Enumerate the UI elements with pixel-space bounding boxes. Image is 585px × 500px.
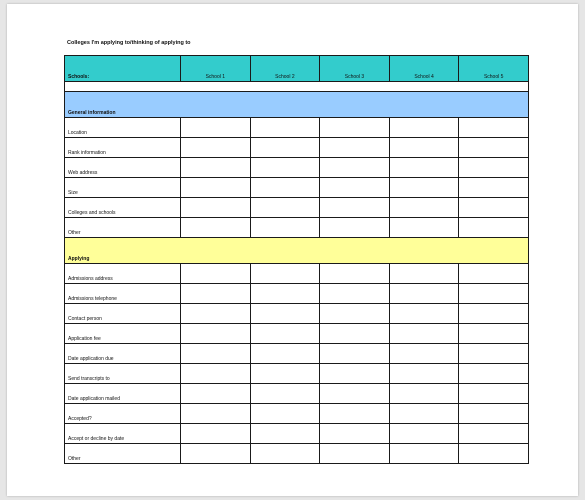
school-4-cell[interactable]	[389, 404, 459, 424]
school-3-cell[interactable]	[320, 304, 390, 324]
row-label: Other	[65, 444, 181, 464]
row-label: Send transcripts to	[65, 364, 181, 384]
school-2-cell[interactable]	[250, 118, 320, 138]
spreadsheet-page	[7, 4, 578, 496]
school-3-cell[interactable]	[320, 324, 390, 344]
school-4-cell[interactable]	[389, 158, 459, 178]
row-label: Date application due	[65, 344, 181, 364]
school-3-cell[interactable]	[320, 198, 390, 218]
school-3-cell[interactable]	[320, 158, 390, 178]
school-4-header[interactable]: School 4	[389, 56, 459, 82]
school-2-cell[interactable]	[250, 344, 320, 364]
school-2-cell[interactable]	[250, 304, 320, 324]
school-2-cell[interactable]	[250, 284, 320, 304]
row-label: Colleges and schools	[65, 198, 181, 218]
school-1-cell[interactable]	[181, 118, 251, 138]
school-4-cell[interactable]	[389, 138, 459, 158]
school-1-cell[interactable]	[181, 138, 251, 158]
school-5-cell[interactable]	[459, 364, 529, 384]
school-2-cell[interactable]	[250, 218, 320, 238]
school-5-cell[interactable]	[459, 138, 529, 158]
section-general-title: General information	[65, 92, 529, 118]
table-row	[65, 344, 529, 364]
school-4-cell[interactable]	[389, 444, 459, 464]
school-3-cell[interactable]	[320, 444, 390, 464]
table-row	[65, 284, 529, 304]
school-5-cell[interactable]	[459, 178, 529, 198]
school-3-cell[interactable]	[320, 364, 390, 384]
school-2-cell[interactable]	[250, 138, 320, 158]
sheet-title: Colleges I'm applying to/thinking of applying to	[67, 40, 191, 46]
row-label: Rank information	[65, 138, 181, 158]
row-label: Accept or decline by date	[65, 424, 181, 444]
school-4-cell[interactable]	[389, 304, 459, 324]
spacer-row	[65, 82, 529, 92]
school-3-cell[interactable]	[320, 384, 390, 404]
school-5-cell[interactable]	[459, 284, 529, 304]
school-3-header[interactable]: School 3	[320, 56, 390, 82]
table-row	[65, 304, 529, 324]
row-label: Size	[65, 178, 181, 198]
school-4-cell[interactable]	[389, 424, 459, 444]
table-row	[65, 118, 529, 138]
school-5-cell[interactable]	[459, 444, 529, 464]
school-1-header[interactable]: School 1	[181, 56, 251, 82]
school-4-cell[interactable]	[389, 118, 459, 138]
header-row	[65, 56, 529, 82]
college-tracker-table	[64, 55, 529, 464]
school-2-cell[interactable]	[250, 264, 320, 284]
school-5-cell[interactable]	[459, 324, 529, 344]
school-4-cell[interactable]	[389, 344, 459, 364]
school-5-cell[interactable]	[459, 304, 529, 324]
section-applying-title: Applying	[65, 238, 529, 264]
row-label: Date application mailed	[65, 384, 181, 404]
school-4-cell[interactable]	[389, 364, 459, 384]
school-2-cell[interactable]	[250, 158, 320, 178]
school-4-cell[interactable]	[389, 324, 459, 344]
section-applying-row	[65, 238, 529, 264]
school-1-cell[interactable]	[181, 218, 251, 238]
table-row	[65, 138, 529, 158]
table-row	[65, 404, 529, 424]
school-1-cell[interactable]	[181, 384, 251, 404]
school-1-cell[interactable]	[181, 364, 251, 384]
school-1-cell[interactable]	[181, 344, 251, 364]
table-row	[65, 158, 529, 178]
school-1-cell[interactable]	[181, 178, 251, 198]
table-row	[65, 218, 529, 238]
table-row	[65, 424, 529, 444]
school-5-cell[interactable]	[459, 404, 529, 424]
school-5-header[interactable]: School 5	[459, 56, 529, 82]
table-row	[65, 324, 529, 344]
school-3-cell[interactable]	[320, 344, 390, 364]
school-5-cell[interactable]	[459, 198, 529, 218]
school-1-cell[interactable]	[181, 444, 251, 464]
table-row	[65, 264, 529, 284]
school-3-cell[interactable]	[320, 178, 390, 198]
school-2-cell[interactable]	[250, 424, 320, 444]
school-1-cell[interactable]	[181, 264, 251, 284]
row-label: Other	[65, 218, 181, 238]
school-5-cell[interactable]	[459, 218, 529, 238]
school-3-cell[interactable]	[320, 264, 390, 284]
school-3-cell[interactable]	[320, 118, 390, 138]
school-5-cell[interactable]	[459, 158, 529, 178]
school-4-cell[interactable]	[389, 218, 459, 238]
school-4-cell[interactable]	[389, 264, 459, 284]
school-2-cell[interactable]	[250, 198, 320, 218]
school-2-cell[interactable]	[250, 404, 320, 424]
school-3-cell[interactable]	[320, 424, 390, 444]
row-label: Admissions address	[65, 264, 181, 284]
table-row	[65, 198, 529, 218]
school-5-cell[interactable]	[459, 118, 529, 138]
school-5-cell[interactable]	[459, 264, 529, 284]
school-2-cell[interactable]	[250, 384, 320, 404]
table-row	[65, 384, 529, 404]
school-2-cell[interactable]	[250, 364, 320, 384]
school-5-cell[interactable]	[459, 424, 529, 444]
school-1-cell[interactable]	[181, 304, 251, 324]
school-4-cell[interactable]	[389, 284, 459, 304]
row-label: Admissions telephone	[65, 284, 181, 304]
spacer-cell	[65, 82, 529, 92]
school-1-cell[interactable]	[181, 284, 251, 304]
row-label: Accepted?	[65, 404, 181, 424]
school-3-cell[interactable]	[320, 218, 390, 238]
school-1-cell[interactable]	[181, 158, 251, 178]
school-2-cell[interactable]	[250, 324, 320, 344]
school-4-cell[interactable]	[389, 198, 459, 218]
school-3-cell[interactable]	[320, 404, 390, 424]
school-1-cell[interactable]	[181, 424, 251, 444]
school-1-cell[interactable]	[181, 404, 251, 424]
row-label: Location	[65, 118, 181, 138]
row-label: Application fee	[65, 324, 181, 344]
school-3-cell[interactable]	[320, 284, 390, 304]
school-2-header[interactable]: School 2	[250, 56, 320, 82]
row-label: Web address	[65, 158, 181, 178]
section-general-row	[65, 92, 529, 118]
school-1-cell[interactable]	[181, 198, 251, 218]
table-row	[65, 178, 529, 198]
school-5-cell[interactable]	[459, 384, 529, 404]
school-3-cell[interactable]	[320, 138, 390, 158]
schools-label: Schools:	[65, 56, 181, 82]
school-2-cell[interactable]	[250, 178, 320, 198]
school-1-cell[interactable]	[181, 324, 251, 344]
table-row	[65, 444, 529, 464]
school-5-cell[interactable]	[459, 344, 529, 364]
school-4-cell[interactable]	[389, 178, 459, 198]
table-row	[65, 364, 529, 384]
school-4-cell[interactable]	[389, 384, 459, 404]
school-2-cell[interactable]	[250, 444, 320, 464]
row-label: Contact person	[65, 304, 181, 324]
